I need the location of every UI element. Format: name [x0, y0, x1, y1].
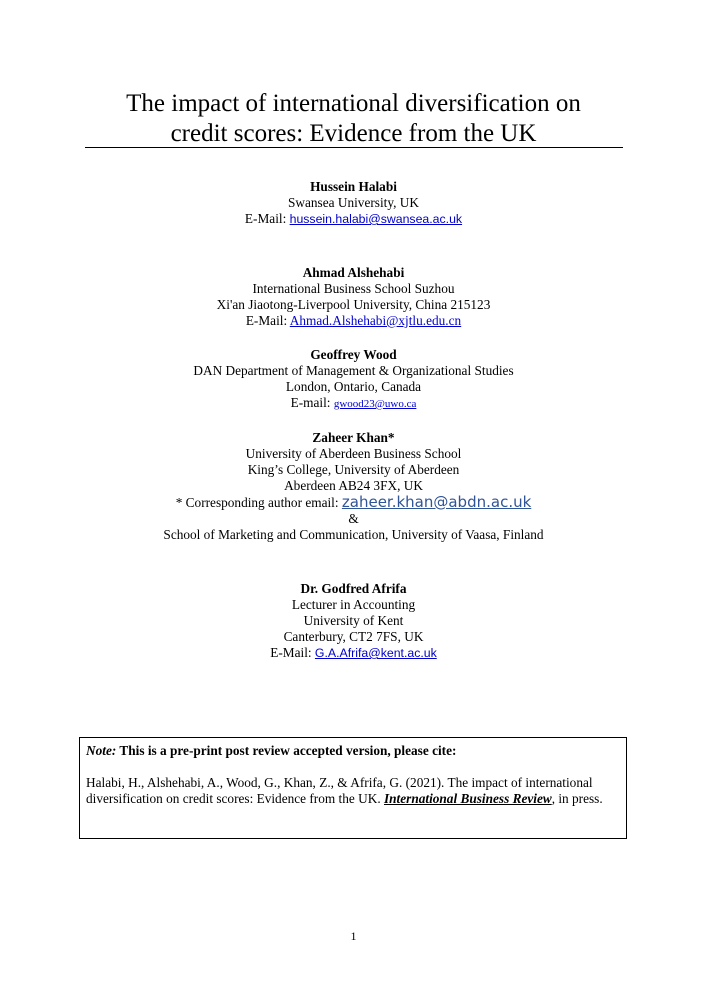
author-name: Hussein Halabi [310, 179, 397, 194]
email-prefix: E-mail: [290, 395, 334, 410]
author-name: Zaheer Khan* [312, 430, 395, 445]
author-email-line [0, 494, 707, 511]
note-heading [86, 743, 620, 759]
author-email-line [0, 395, 707, 412]
title-line-2: credit scores: Evidence from the UK [170, 120, 537, 147]
author-block [0, 430, 707, 543]
journal-name: International Business Review [383, 791, 552, 806]
author-affiliation: London, Ontario, Canada [285, 379, 422, 394]
author-block [0, 347, 707, 412]
author-block [0, 265, 707, 329]
author-affiliation: University of Kent [303, 613, 404, 628]
paper-title [60, 89, 647, 149]
email-link[interactable]: G.A.Afrifa@kent.ac.uk [314, 646, 437, 660]
author-affiliation: King’s College, University of Aberdeen [247, 462, 460, 477]
email-link[interactable]: zaheer.khan@abdn.ac.uk [341, 493, 532, 511]
citation-note-box [79, 737, 627, 839]
author-affiliation: Xi'an Jiaotong-Liverpool University, China 215123 [216, 297, 491, 312]
author-affiliation: University of Aberdeen Business School [245, 446, 462, 461]
email-link[interactable]: Ahmad.Alshehabi@xjtlu.edu.cn [289, 313, 462, 328]
author-affiliation: Aberdeen AB24 3FX, UK [284, 478, 423, 493]
email-prefix: E-Mail: [244, 211, 290, 226]
author-affiliation: School of Marketing and Communication, University of Vaasa, Finland [163, 527, 544, 542]
author-block [0, 581, 707, 661]
author-list [0, 179, 707, 661]
ampersand: & [348, 511, 359, 526]
note-heading-text: This is a pre-print post review accepted version, please cite: [116, 743, 457, 758]
citation-text [86, 775, 620, 807]
author-affiliation: Lecturer in Accounting [291, 597, 416, 612]
email-link[interactable]: gwood23@uwo.ca [333, 398, 417, 410]
title-rule [85, 147, 623, 148]
author-email-line [0, 645, 707, 661]
page-number: 1 [350, 929, 357, 943]
author-email-line [0, 211, 707, 227]
email-prefix: E-Mail: [270, 645, 315, 660]
email-prefix: * Corresponding author email: [175, 495, 342, 510]
email-prefix: E-Mail: [245, 313, 290, 328]
author-name: Dr. Godfred Afrifa [300, 581, 407, 596]
author-affiliation: International Business School Suzhou [252, 281, 455, 296]
email-link[interactable]: hussein.halabi@swansea.ac.uk [289, 212, 463, 226]
citation-body: Halabi, H., Alshehabi, A., Wood, G., Khan, Z., & Afrifa, G. (2021). The impact of international diversification on credit scores: Evidence from the UK. [86, 775, 593, 806]
title-line-1: The impact of international diversification on [126, 90, 581, 117]
note-label: Note: [86, 743, 117, 758]
author-email-line [0, 313, 707, 329]
author-block [0, 179, 707, 227]
citation-suffix: , in press. [551, 791, 603, 806]
author-affiliation: Swansea University, UK [288, 195, 419, 210]
author-affiliation: DAN Department of Management & Organizational Studies [193, 363, 514, 378]
author-name: Geoffrey Wood [310, 347, 397, 362]
author-name: Ahmad Alshehabi [302, 265, 405, 280]
author-affiliation: Canterbury, CT2 7FS, UK [283, 629, 424, 644]
